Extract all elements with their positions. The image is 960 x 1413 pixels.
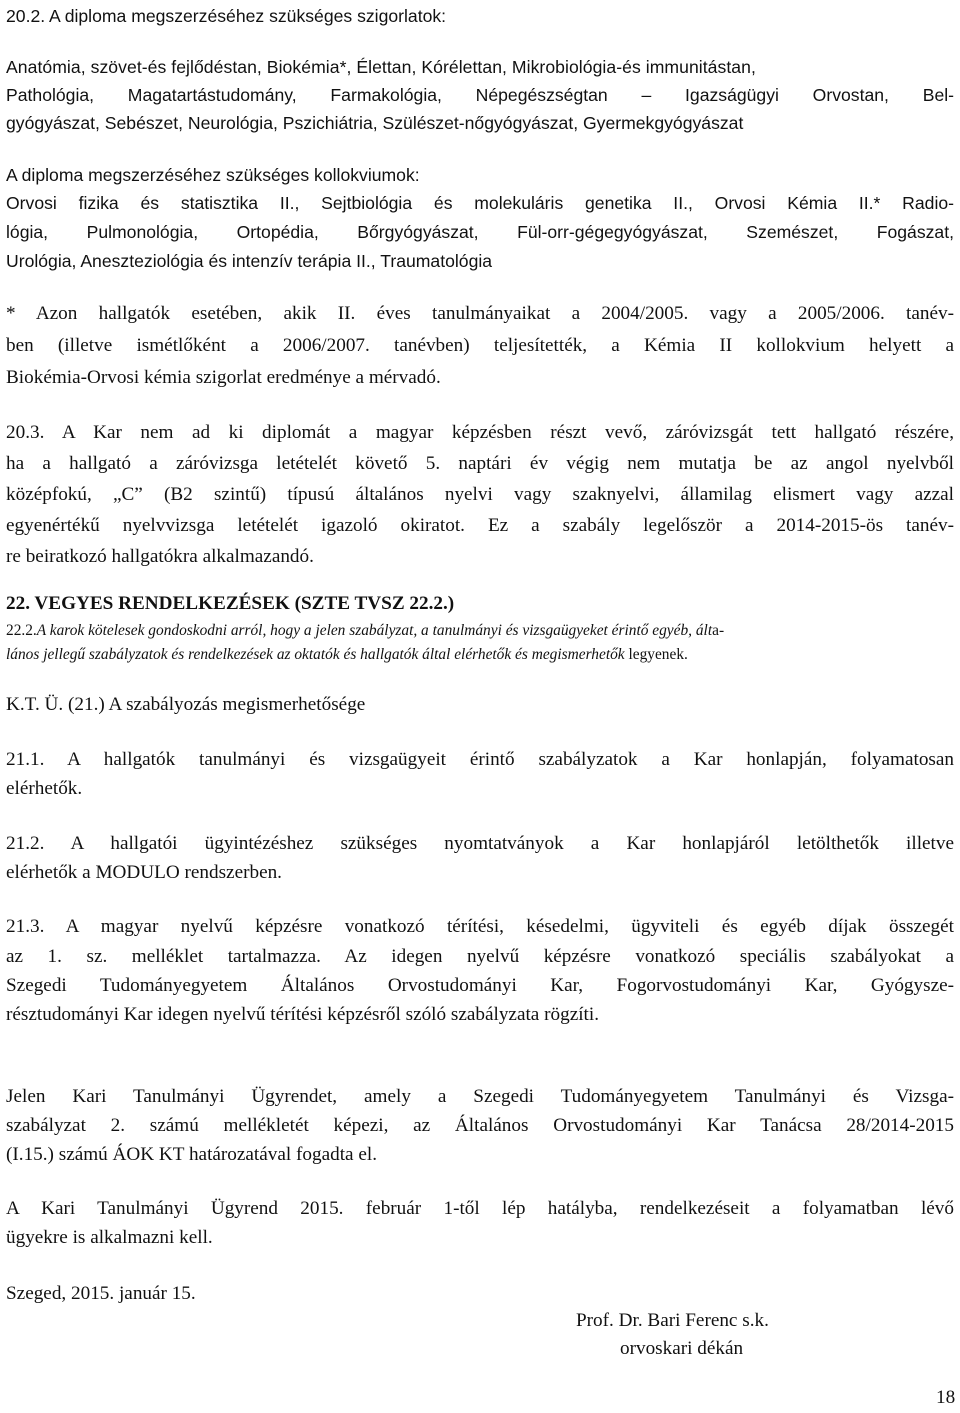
section-22-2-line-1: [6, 619, 954, 643]
section-22-2-line-2: [6, 643, 688, 667]
szigorlat-line-3: gyógyászat, Sebészet, Neurológia, Pszichiátria, Szülészet-nőgyógyászat, Gyermekgyógyászat: [6, 113, 744, 133]
signer-title: orvoskari dékán: [620, 1338, 744, 1359]
closing-p1-line-1: Jelen Kari Tanulmányi Ügyrendet, amely a Szegedi Tudományegyetem Tanulmányi és Vizsga-: [6, 1086, 954, 1107]
kollokvium-line-1: Orvosi fizika és statisztika II., Sejtbiológia és molekuláris genetika II., Orvosi Kémia II.* Radio-: [6, 193, 954, 213]
ktu-21-3-line-2: az 1. sz. melléklet tartalmazza. Az idegen nyelvű képzésre vonatkozó speciális szabályokat a: [6, 946, 954, 967]
closing-p2-line-2: ügyekre is alkalmazni kell.: [6, 1227, 213, 1248]
note-line-3: Biokémia-Orvosi kémia szigorlat eredménye a mérvadó.: [6, 367, 441, 388]
section-22-2-italic-2: lános jellegű szabályzatok és rendelkezések az oktatók és hallgatók által elérhetők és megismerhetők: [6, 646, 625, 663]
section-20-2-title: 20.2. A diploma megszerzéséhez szükséges szigorlatok:: [6, 6, 447, 26]
ktu-21-2-line-2: elérhetők a MODULO rendszerben.: [6, 862, 282, 883]
ktu-21-3-line-4: résztudományi Kar idegen nyelvű térítési képzésről szóló szabályzata rögzíti.: [6, 1004, 599, 1025]
kollokvium-line-3: Urológia, Aneszteziológia és intenzív terápia II., Traumatológia: [6, 251, 493, 271]
ktu-21-2-line-1: 21.2. A hallgatói ügyintézéshez szükséges nyomtatványok a Kar honlapjáról letölthetők illetve: [6, 833, 954, 854]
note-line-2: ben (illetve ismétlőként a 2006/2007. tanévben) teljesítették, a Kémia II kollokvium helyett a: [6, 335, 954, 356]
szigorlat-line-1: Anatómia, szövet-és fejlődéstan, Biokémia*, Élettan, Kórélettan, Mikrobiológia-és immunitástan,: [6, 57, 756, 77]
section-22-heading: 22. VEGYES RENDELKEZÉSEK (SZTE TVSZ 22.2.): [6, 593, 455, 614]
section-20-3-line-5: re beiratkozó hallgatókra alkalmazandó.: [6, 546, 314, 567]
signer-name: Prof. Dr. Bari Ferenc s.k.: [576, 1310, 769, 1331]
kollokvium-title: A diploma megszerzéséhez szükséges kollokviumok:: [6, 165, 420, 185]
place-date: Szeged, 2015. január 15.: [6, 1283, 196, 1304]
ktu-21-3-line-1: 21.3. A magyar nyelvű képzésre vonatkozó térítési, késedelmi, ügyviteli és egyéb díjak összegét: [6, 916, 954, 937]
page-number: 18: [936, 1387, 956, 1408]
section-22-2-tail-2: legyenek.: [624, 646, 688, 663]
ktu-21-3-line-3: Szegedi Tudományegyetem Általános Orvostudományi Kar, Fogorvostudományi Kar, Gyógysze-: [6, 975, 954, 996]
closing-p2-line-1: A Kari Tanulmányi Ügyrend 2015. február 1-től lép hatályba, rendelkezéseit a folyamatban lévő: [6, 1198, 954, 1219]
szigorlat-line-2: Pathológia, Magatartástudomány, Farmakológia, Népegészségtan – Igazságügyi Orvostan, Bel-: [6, 85, 954, 105]
closing-p1-line-3: (I.15.) számú ÁOK KT határozatával fogadta el.: [6, 1144, 377, 1165]
section-20-3-line-3: középfokú, „C” (B2 szintű) típusú általános nyelvi vagy szaknyelvi, államilag elismert vagy azzal: [6, 484, 954, 505]
closing-p1-line-2: szabályzat 2. számú mellékletét képezi, az Általános Orvostudományi Kar Tanácsa 28/2014-2015: [6, 1115, 954, 1136]
section-22-2-tail-1: a-: [712, 622, 725, 639]
section-20-3-line-2: ha a hallgató a záróvizsga letételét követő 5. naptári év végig nem mutatja be az angol nyelvből: [6, 453, 954, 474]
section-20-3-line-1: 20.3. A Kar nem ad ki diplomát a magyar képzésben részt vevő, záróvizsgát tett hallgató részére,: [6, 422, 954, 443]
ktu-21-1-line-2: elérhetők.: [6, 778, 83, 799]
kollokvium-line-2: lógia, Pulmonológia, Ortopédia, Bőrgyógyászat, Fül-orr-gégegyógyászat, Szemészet, Fogászat,: [6, 222, 954, 242]
note-line-1: * Azon hallgatók esetében, akik II. éves tanulmányaikat a 2004/2005. vagy a 2005/2006. tanév-: [6, 303, 954, 324]
section-22-2-italic-1: A karok kötelesek gondoskodni arról, hogy a jelen szabályzat, a tanulmányi és vizsgaügyeket érintő egyéb, ált: [36, 622, 713, 639]
ktu-title: K.T. Ü. (21.) A szabályozás megismerhetősége: [6, 694, 366, 715]
ktu-21-1-line-1: 21.1. A hallgatók tanulmányi és vizsgaügyeit érintő szabályzatok a Kar honlapján, folyamatosan: [6, 749, 954, 770]
section-20-3-line-4: egyenértékű nyelvvizsga letételét igazoló okiratot. Ez a szabály legelőször a 2014-2015-ös tanév-: [6, 515, 954, 536]
section-22-2-number: 22.2.: [6, 622, 37, 639]
